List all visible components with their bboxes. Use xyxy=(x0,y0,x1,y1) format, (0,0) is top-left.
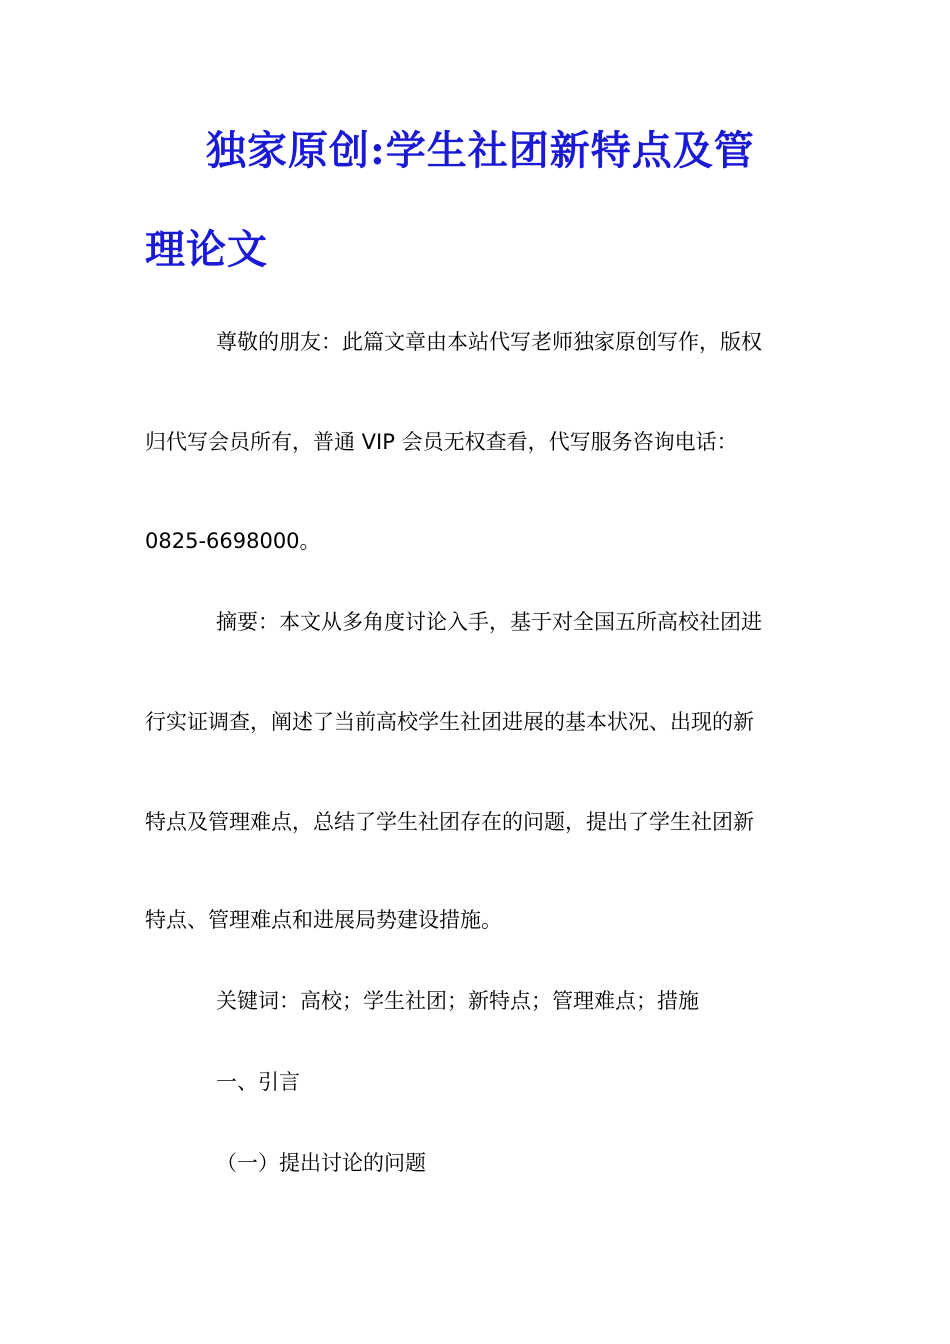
abstract-line-2: 行实证调查，阐述了当前高校学生社团进展的基本状况、出现的新 xyxy=(145,710,754,734)
document-title-line-2: 理论文 xyxy=(145,226,268,273)
document-title-line-1: 独家原创:学生社团新特点及管 xyxy=(206,127,755,174)
subsection-heading-research-question: （一）提出讨论的问题 xyxy=(216,1151,426,1175)
notice-line-2: 归代写会员所有，普通 VIP 会员无权查看，代写服务咨询电话： xyxy=(145,430,738,454)
abstract-line-4: 特点、管理难点和进展局势建设措施。 xyxy=(145,908,502,932)
notice-line-3: 0825-6698000。 xyxy=(145,529,321,553)
notice-line-1: 尊敬的朋友：此篇文章由本站代写老师独家原创写作，版权 xyxy=(216,330,762,354)
section-heading-introduction: 一、引言 xyxy=(216,1070,300,1094)
keywords-line: 关键词：高校；学生社团；新特点；管理难点；措施 xyxy=(216,989,699,1013)
abstract-line-3: 特点及管理难点，总结了学生社团存在的问题，提出了学生社团新 xyxy=(145,810,754,834)
abstract-line-1: 摘要：本文从多角度讨论入手，基于对全国五所高校社团进 xyxy=(216,610,762,634)
